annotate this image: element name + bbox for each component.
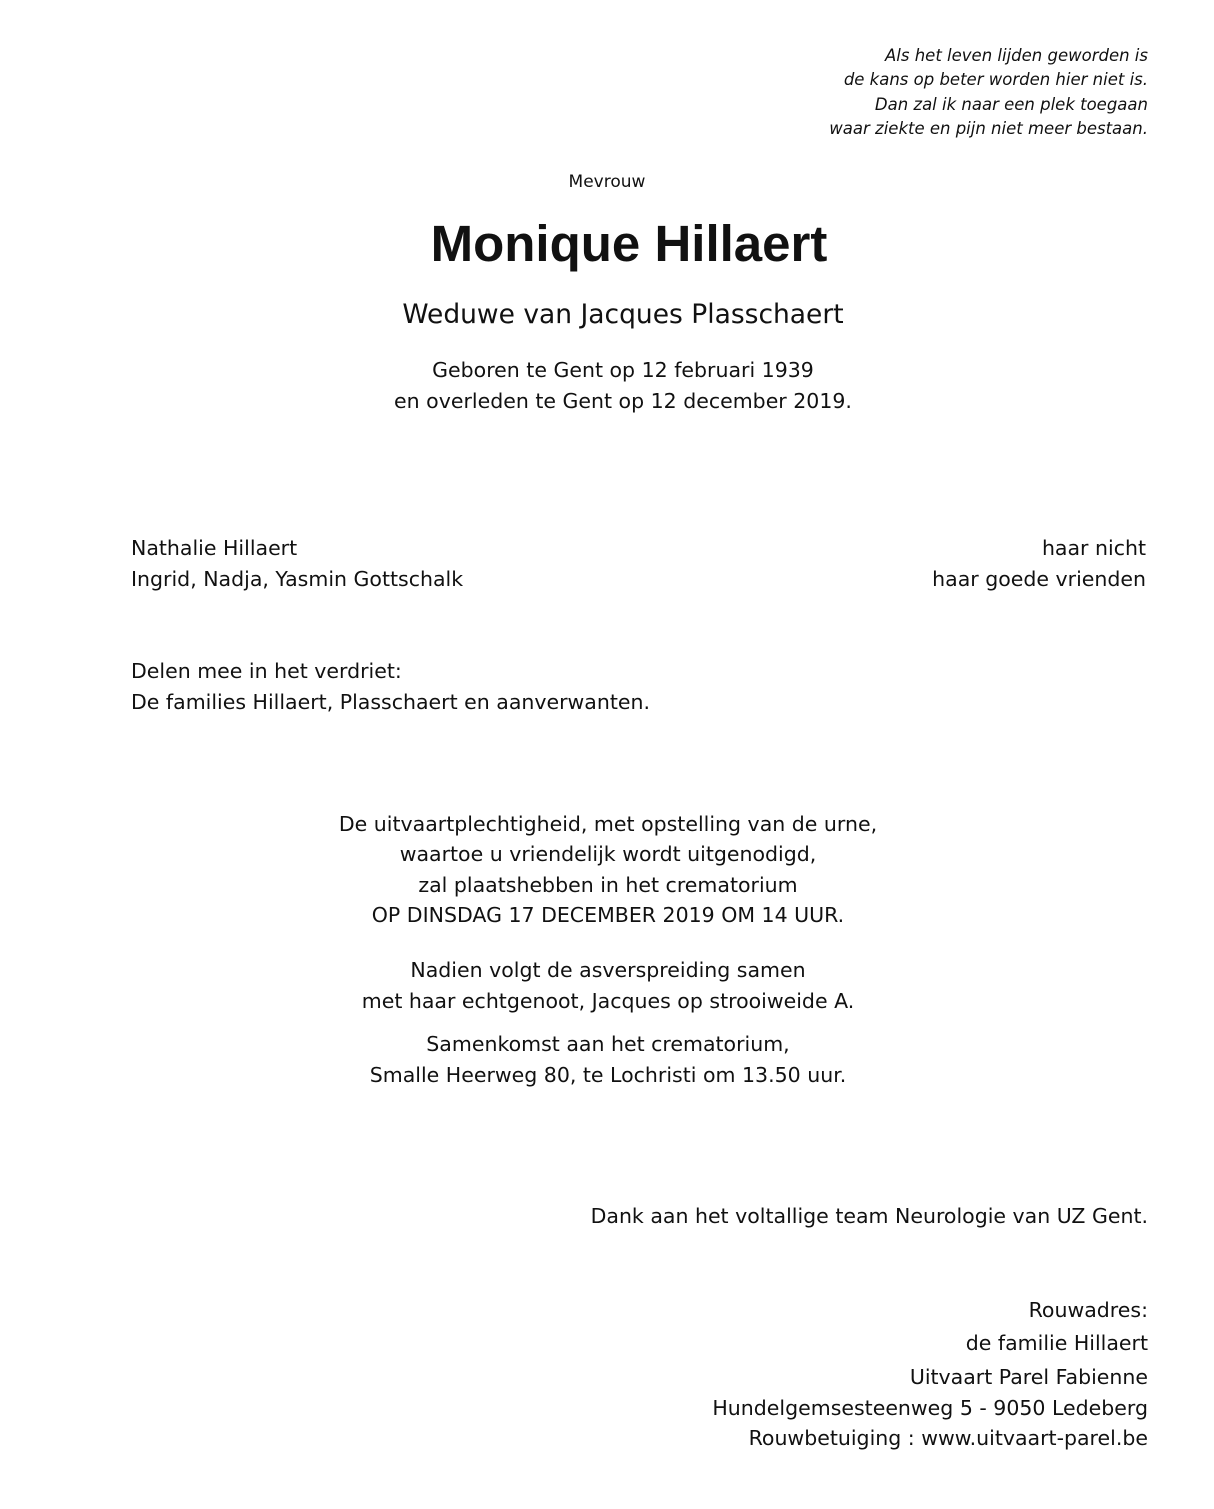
relative-names: Ingrid, Nadja, Yasmin Gottschalk [131, 567, 464, 591]
funeral-home-name: Uitvaart Parel Fabienne [909, 1365, 1148, 1389]
poem-line: waar ziekte en pijn niet meer bestaan. [829, 118, 1148, 138]
sharing-grief [131, 656, 650, 718]
gathering-line: Smalle Heerweg 80, te Lochristi om 13.50 uur. [369, 1063, 847, 1087]
deceased-name: Monique Hillaert [430, 215, 828, 272]
widow-of: Weduwe van Jacques Plasschaert [402, 299, 844, 330]
death-date: en overleden te Gent op 12 december 2019. [394, 389, 852, 413]
scattering-line: Nadien volgt de asverspreiding samen [410, 958, 806, 982]
gathering-line: Samenkomst aan het crematorium, [426, 1032, 790, 1056]
poem [688, 44, 1148, 141]
gathering-info [0, 1029, 1214, 1091]
relative-relation: haar goede vrienden [932, 567, 1146, 591]
relative-row [131, 533, 1146, 564]
sharing-intro: Delen mee in het verdriet: [131, 659, 402, 683]
mourning-address [966, 1294, 1148, 1359]
relatives-list [131, 533, 1146, 595]
birth-date: Geboren te Gent op 12 februari 1939 [432, 358, 814, 382]
ceremony-line: De uitvaartplechtigheid, met opstelling van de urne, [338, 812, 878, 836]
relative-names: Nathalie Hillaert [131, 536, 298, 560]
ceremony-info [0, 809, 1214, 930]
relative-relation: haar nicht [1041, 536, 1146, 560]
salutation: Mevrouw [568, 172, 646, 192]
poem-line: Als het leven lijden geworden is [885, 46, 1148, 65]
life-dates [0, 355, 1214, 417]
funeral-home-address: Hundelgemsesteenweg 5 - 9050 Ledeberg [712, 1395, 1148, 1420]
mourning-address-label: Rouwadres: [1028, 1298, 1148, 1322]
funeral-home [712, 1362, 1148, 1454]
condolence-link[interactable]: Rouwbetuiging : www.uitvaart-parel.be [748, 1426, 1148, 1450]
sharing-families: De families Hillaert, Plasschaert en aanverwanten. [131, 690, 651, 714]
thanks-note: Dank aan het voltallige team Neurologie van UZ Gent. [590, 1204, 1148, 1228]
scattering-line: met haar echtgenoot, Jacques op strooiweide A. [361, 989, 855, 1013]
ceremony-date: OP DINSDAG 17 DECEMBER 2019 OM 14 UUR. [371, 902, 845, 927]
relative-row [131, 564, 1146, 595]
mourning-address-value: de familie Hillaert [965, 1330, 1148, 1355]
poem-line: de kans op beter worden hier niet is. [843, 70, 1148, 90]
ceremony-line: zal plaatshebben in het crematorium [418, 872, 798, 897]
poem-line: Dan zal ik naar een plek toegaan [874, 94, 1148, 114]
ceremony-line: waartoe u vriendelijk wordt uitgenodigd, [399, 842, 817, 867]
scattering-info [0, 955, 1214, 1017]
